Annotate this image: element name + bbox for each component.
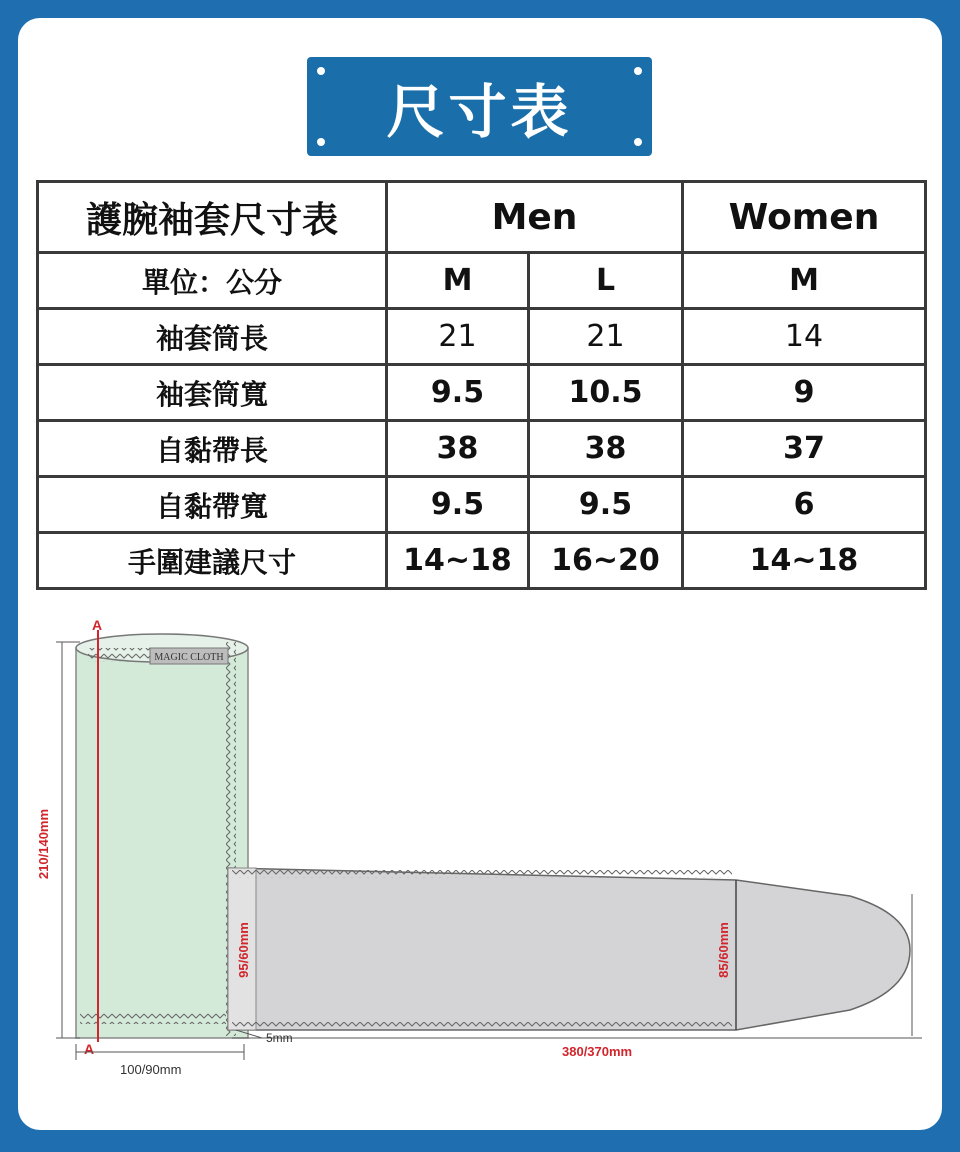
- cell-men-l: 16~20: [529, 533, 683, 589]
- width-label: 100/90mm: [120, 1062, 182, 1077]
- cell-men-l: 9.5: [529, 477, 683, 533]
- cell-women-m: 9: [683, 365, 926, 421]
- cell-men-l: 21: [529, 309, 683, 365]
- table-row: [38, 477, 926, 533]
- sleeve-tube: [76, 634, 248, 1038]
- brand-tag: MAGIC CLOTH: [154, 652, 224, 663]
- size-men-m: M: [387, 253, 529, 309]
- table-row: [38, 533, 926, 589]
- row-label: 袖套筒長: [38, 309, 387, 365]
- cell-women-m: 14~18: [683, 533, 926, 589]
- page-title-banner: [307, 57, 652, 156]
- banner-rivet: [317, 138, 325, 146]
- table-header-row: [38, 182, 926, 253]
- cell-men-m: 14~18: [387, 533, 529, 589]
- cell-men-m: 9.5: [387, 365, 529, 421]
- marker-a-top: A: [92, 617, 103, 633]
- row-label: 自黏帶長: [38, 421, 387, 477]
- cell-men-m: 38: [387, 421, 529, 477]
- table-row: [38, 365, 926, 421]
- strap-join-width-label: 95/60mm: [236, 922, 251, 978]
- row-label: 手圍建議尺寸: [38, 533, 387, 589]
- size-men-l: L: [529, 253, 683, 309]
- unit-label: 單位：公分: [38, 253, 387, 309]
- cell-men-l: 38: [529, 421, 683, 477]
- table-row: [38, 309, 926, 365]
- strap-length-label: 380/370mm: [562, 1044, 633, 1059]
- cell-men-m: 21: [387, 309, 529, 365]
- row-label: 自黏帶寬: [38, 477, 387, 533]
- marker-a-bottom: A: [84, 1041, 95, 1057]
- page-title: 尺寸表: [386, 77, 573, 146]
- cell-men-m: 9.5: [387, 477, 529, 533]
- row-label: 袖套筒寬: [38, 365, 387, 421]
- height-label: 210/140mm: [36, 808, 51, 880]
- size-table: [36, 180, 927, 590]
- cell-women-m: 37: [683, 421, 926, 477]
- product-dimension-diagram: [0, 612, 960, 1092]
- size-women-m: M: [683, 253, 926, 309]
- header-men: Men: [387, 182, 683, 253]
- header-women: Women: [683, 182, 926, 253]
- banner-rivet: [317, 67, 325, 75]
- cell-women-m: 14: [683, 309, 926, 365]
- gap-label: 5mm: [266, 1031, 293, 1045]
- banner-rivet: [634, 67, 642, 75]
- table-subheader-row: [38, 253, 926, 309]
- table-title: 護腕袖套尺寸表: [38, 182, 387, 253]
- banner-rivet: [634, 138, 642, 146]
- strap-end-width-label: 85/60mm: [716, 922, 731, 978]
- velcro-strap: [228, 868, 910, 1030]
- cell-men-l: 10.5: [529, 365, 683, 421]
- cell-women-m: 6: [683, 477, 926, 533]
- table-row: [38, 421, 926, 477]
